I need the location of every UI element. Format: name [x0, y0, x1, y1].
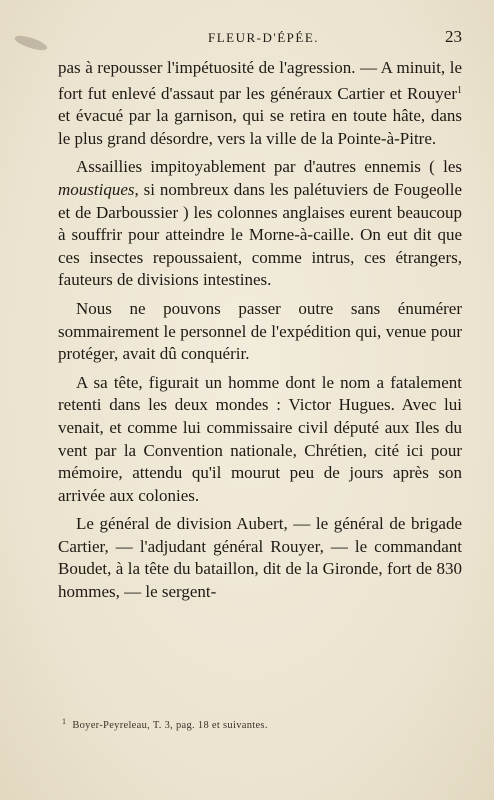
paragraph-1-text: pas à repousser l'impétuosité de l'agression. — A minuit, le fort fut enlevé d'assaut par les généraux Cartier et Rouyer — [58, 58, 462, 103]
page-header — [58, 27, 462, 50]
paragraph-2-text-end: , si nombreux dans les palétuviers de Fougeolle et de Darboussier ) les colonnes anglaises eurent beaucoup à souffrir pour atteindre le Morne-à-caille. On eut dit que ces insectes repoussaient, comme intrus, ces étrangers, fauteurs de divisions intestines. — [58, 179, 462, 290]
page-smudge — [13, 33, 48, 53]
paragraph-4: A sa tête, figurait un homme dont le nom a fatalement retenti dans les deux mondes : Victor Hugues. Avec lui venait, et comme lui commissaire civil député aux Iles du vent par la Convention nationale, Chrétien, cité ici pour mémoire, attendu qu'il mourut peu de jours après son arrivée aux colonies. — [58, 372, 462, 505]
footnote — [62, 717, 442, 731]
footnote-reference: 1 — [457, 84, 462, 96]
paragraph-2-text: Assaillies impitoyablement par d'autres ennemis ( les — [76, 157, 462, 177]
page-number: 23 — [445, 27, 462, 46]
body-text — [58, 57, 462, 610]
running-title: FLEUR-D'ÉPÉE. — [208, 30, 320, 45]
paragraph-2 — [58, 156, 462, 292]
paragraph-1-text-end: et évacué par la garnison, qui se retira en toute hâte, dans le plus grand désordre, vers la ville de la Pointe-à-Pitre. — [58, 106, 462, 148]
paragraph-1 — [58, 57, 462, 150]
footnote-mark: 1 — [62, 717, 67, 726]
paragraph-3: Nous ne pouvons passer outre sans énumérer sommairement le personnel de l'expédition qui, venue pour protéger, avait dû conquérir. — [58, 298, 462, 364]
italic-term: moustiques — [58, 179, 135, 199]
paragraph-5: Le général de division Aubert, — le général de brigade Cartier, — l'adjudant général Rouyer, — le commandant Boudet, à la tête du bataillon, dit de la Gironde, fort de 830 hommes, — le sergent- — [58, 514, 462, 602]
footnote-text: Boyer-Peyreleau, T. 3, pag. 18 et suivantes. — [72, 720, 268, 731]
